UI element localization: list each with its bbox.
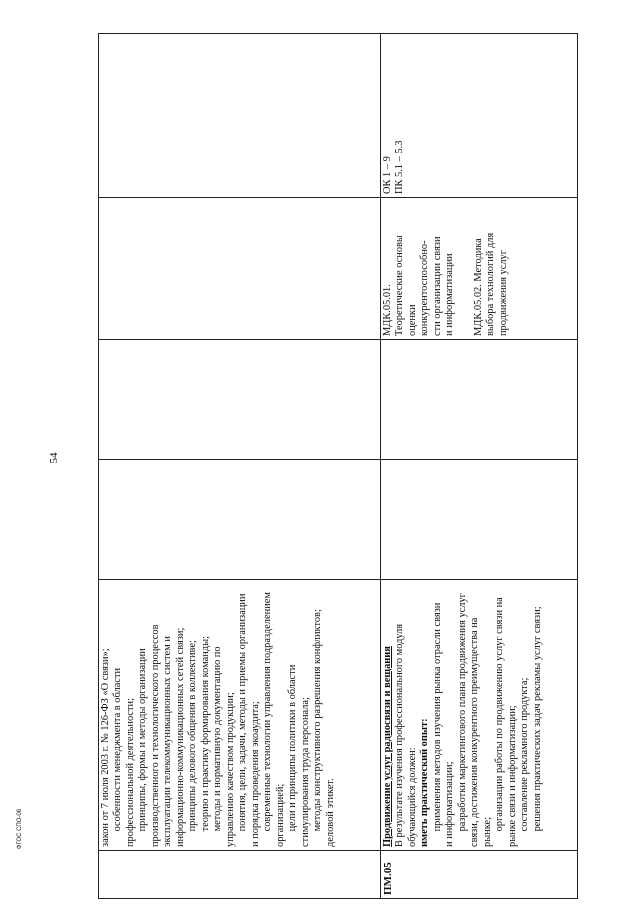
row2-code-cell xyxy=(381,851,578,899)
content-line: организации работы по продвижению услуг связи на xyxy=(494,597,506,847)
content-line: В результате изучения профессионального модуля xyxy=(394,623,406,847)
content-line: иметь практический опыт: xyxy=(419,718,431,847)
curriculum-table xyxy=(98,33,578,899)
row2-hours-req-cell xyxy=(381,340,578,460)
content-line: принципы делового общения в коллективе; xyxy=(187,640,199,847)
content-line: информационно-коммуникационных сетей связи; xyxy=(174,627,186,847)
content-line: методы и нормативную документацию по xyxy=(212,646,224,847)
curriculum-table-rotated xyxy=(98,34,577,899)
content-line: применения методов изучения рынка отрасли связи xyxy=(431,602,443,847)
content-line: закон от 7 июля 2003 г. № 126-ФЗ «О связи»; xyxy=(100,648,111,847)
content-line: профессиональной деятельности; xyxy=(124,697,136,847)
content-line: рынке; xyxy=(481,816,493,847)
content-line: принципы, формы и методы организации xyxy=(137,648,149,847)
content-line: обучающийся должен: xyxy=(406,747,418,847)
module-heading: Продвижение услуг радиосвязи и вещания xyxy=(382,646,393,847)
content-line: методы конструктивного разрешения конфликтов; xyxy=(312,609,324,847)
content-line: цели и принципы политики в области xyxy=(287,664,299,847)
footer-code: ФГОС СПО-06 xyxy=(17,808,23,850)
competency-ok: ОК 1 – 9 xyxy=(382,156,393,194)
row2-mdk-cell xyxy=(381,198,578,340)
content-line: связи, достижения конкурентного преимущества на xyxy=(469,617,481,847)
row2-competencies-cell xyxy=(381,34,578,198)
content-line: управлению качеством продукции; xyxy=(224,692,236,847)
content-line: понятия, цели, задачи, методы и приемы организации xyxy=(237,593,249,847)
row1-code-cell xyxy=(99,851,381,899)
row1-hours-req-cell xyxy=(99,340,381,460)
content-line: составление рекламного продукта; xyxy=(519,677,531,847)
row1-mdk-cell xyxy=(99,198,381,340)
content-line: разработки маркетингового плана продвижения услуг xyxy=(456,593,468,847)
mdk-05-01: МДК.05.01. Теоретические основы оценки конкурентоспособно- сти организации связи и информатизации xyxy=(382,235,456,336)
row1-competencies-cell xyxy=(99,34,381,198)
competency-pk: ПК 5.1 – 5.3 xyxy=(394,140,406,194)
row1-content-cell xyxy=(99,580,381,851)
content-line: решения практических задач рекламы услуг связи; xyxy=(531,606,543,847)
content-line: и порядка проведения экоаудита; xyxy=(249,701,261,847)
content-line: теорию и практику формирования команды; xyxy=(199,635,211,847)
page-number: 54 xyxy=(48,452,60,464)
content-line: деловой этикет. xyxy=(324,778,336,847)
content-line: рынке связи и информатизации; xyxy=(506,705,518,847)
content-line: эксплуатации телекоммуникационных систем и xyxy=(162,636,174,847)
content-line: особенности менеджмента в области xyxy=(112,667,124,847)
content-line: организацией; xyxy=(274,783,286,847)
content-line: и информатизации; xyxy=(444,761,456,847)
content-line: производственного и технологического процессов xyxy=(149,624,161,847)
mdk-05-02: МДК.05.02. Методика выбора технологий для продвижения услуг xyxy=(472,232,509,336)
content-line: современные технологии управления подразделением xyxy=(262,592,274,847)
content-line: стимулирования труда персонала; xyxy=(299,697,311,847)
row2-hours-max-cell xyxy=(381,460,578,580)
row2-code: ПМ.05 xyxy=(382,862,394,895)
table-row xyxy=(99,34,381,899)
row2-content-cell xyxy=(381,580,578,851)
table-row xyxy=(381,34,578,899)
row1-hours-max-cell xyxy=(99,460,381,580)
